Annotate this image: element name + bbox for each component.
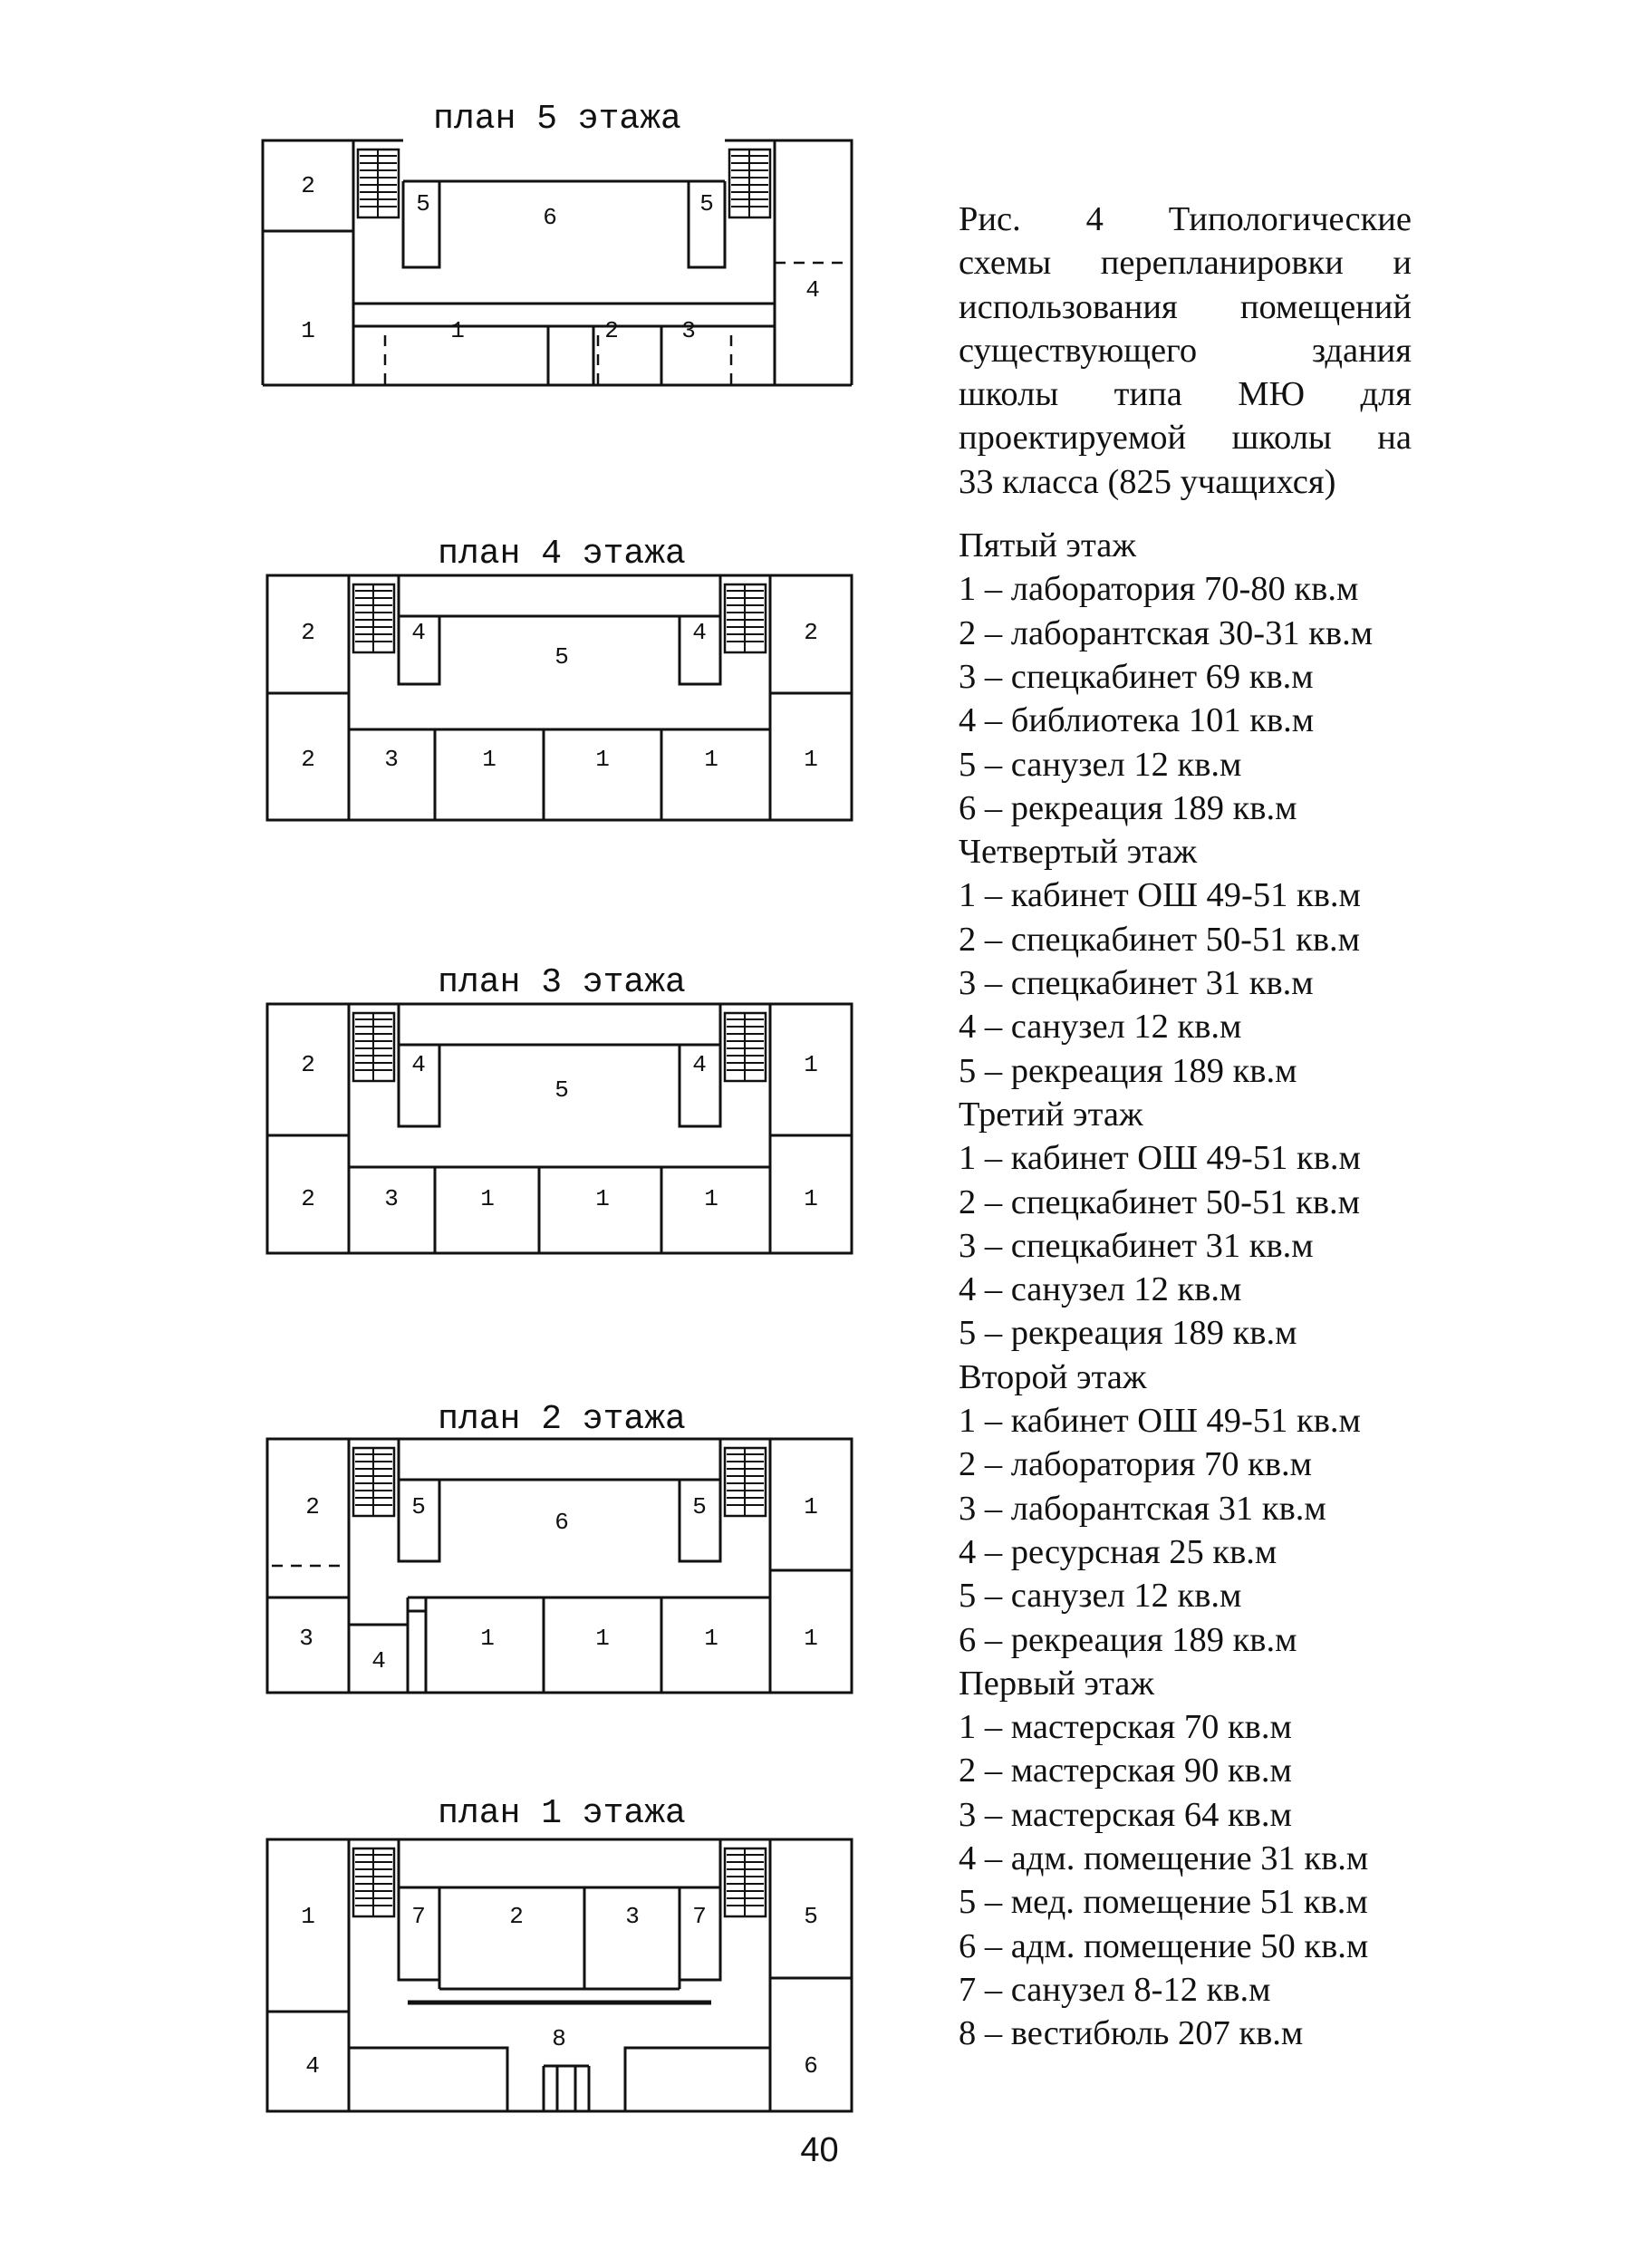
legend-item: 1 – мастерская 70 кв.м [959,1708,1292,1747]
room-label: 2 [301,171,315,199]
legend-heading: Четвертый этаж [959,833,1198,872]
room-label: 6 [554,1508,569,1536]
room-label: 5 [416,189,430,217]
page-number: 40 [800,2131,839,2169]
caption-line: проектируемой школы на [959,419,1412,458]
legend-floor-1 [959,1662,1412,2056]
legend-item: 3 – спецкабинет 31 кв.м [959,1226,1314,1265]
room-label: 1 [480,1184,495,1212]
room-label: 3 [384,745,399,773]
floor-plan-drawing [263,1434,870,1706]
legend-item: 1 – кабинет ОШ 49-51 кв.м [959,1139,1361,1178]
legend-item: 2 – спецкабинет 50-51 кв.м [959,1182,1360,1221]
legend-floor-2 [959,1356,1412,1662]
figure-caption [959,198,1412,504]
plan-title: план 2 этажа [438,1400,686,1439]
legend-item: 4 – санузел 12 кв.м [959,1008,1242,1047]
room-label: 5 [554,642,569,671]
floor-plan-drawing [258,136,865,435]
room-label: 1 [450,316,465,344]
caption-line: существующего здания [959,331,1412,370]
room-label: 1 [595,745,610,773]
room-label: 1 [301,316,315,344]
legend-item: 6 – рекреация 189 кв.м [959,1620,1297,1659]
legend-item: 3 – спецкабинет 69 кв.м [959,657,1314,696]
room-label: 6 [543,203,557,231]
room-label: 3 [299,1624,313,1652]
room-label: 1 [804,745,818,773]
caption-line: использования помещений [959,287,1412,326]
plan-title: план 3 этажа [438,963,686,1002]
room-label: 1 [804,1624,818,1652]
room-label: 1 [804,1184,818,1212]
room-label: 4 [805,275,820,304]
room-label: 4 [692,618,707,646]
plan-title: план 1 этажа [438,1794,686,1833]
room-label: 3 [384,1184,399,1212]
legend-item: 7 – санузел 8-12 кв.м [959,1970,1271,2009]
caption-line: школы типа МЮ для [959,375,1412,414]
room-label: 5 [692,1492,707,1520]
room-label: 4 [371,1646,386,1674]
legend-heading: Первый этаж [959,1664,1154,1703]
room-label: 2 [301,745,315,773]
legend-item: 2 – спецкабинет 50-51 кв.м [959,920,1360,959]
legend-floor-5 [959,524,1412,830]
legend-item: 4 – ресурсная 25 кв.м [959,1532,1277,1571]
legend-item: 1 – кабинет ОШ 49-51 кв.м [959,876,1361,915]
legend-item: 2 – лаборантская 30-31 кв.м [959,613,1374,652]
floor-plan-drawing [263,571,870,843]
legend-item: 4 – библиотека 101 кв.м [959,701,1315,740]
legend-item: 2 – лаборатория 70 кв.м [959,1445,1312,1484]
legend-item: 3 – лаборантская 31 кв.м [959,1489,1326,1528]
legend-item: 5 – санузел 12 кв.м [959,1577,1242,1616]
room-label: 6 [804,2051,818,2080]
caption-line: Рис. 4 Типологические [959,200,1412,238]
plan-title: план 5 этажа [433,100,681,139]
room-label: 1 [480,1624,495,1652]
legend-item: 3 – спецкабинет 31 кв.м [959,964,1314,1003]
room-label: 2 [804,618,818,646]
room-label: 2 [301,618,315,646]
room-label: 7 [411,1902,426,1930]
floor-plan-drawing [263,999,870,1271]
room-label: 1 [704,1624,718,1652]
legend-heading: Второй этаж [959,1357,1147,1396]
plan-title: план 4 этажа [438,535,686,574]
room-label: 1 [804,1492,818,1520]
room-label: 3 [625,1902,640,1930]
room-label: 4 [692,1050,707,1078]
legend-item: 2 – мастерская 90 кв.м [959,1752,1292,1790]
room-label: 4 [305,2051,320,2080]
room-label: 1 [804,1050,818,1078]
room-label: 3 [681,316,696,344]
room-label: 4 [411,1050,426,1078]
room-label: 2 [301,1184,315,1212]
legend-item: 8 – вестибюль 207 кв.м [959,2014,1304,2053]
floor-plan-drawing [263,1835,870,2143]
legend-floor-4 [959,830,1412,1093]
legend-heading: Третий этаж [959,1095,1143,1134]
legend-item: 3 – мастерская 64 кв.м [959,1795,1292,1834]
room-label: 5 [699,189,714,217]
room-label: 5 [554,1076,569,1104]
legend-item: 5 – рекреация 189 кв.м [959,1051,1297,1090]
caption-line: 33 класса (825 учащихся) [959,462,1336,501]
legend-item: 1 – лаборатория 70-80 кв.м [959,570,1359,609]
legend-item: 4 – адм. помещение 31 кв.м [959,1839,1369,1877]
legend-floor-3 [959,1093,1412,1356]
legend-item: 1 – кабинет ОШ 49-51 кв.м [959,1402,1361,1441]
legend-item: 4 – санузел 12 кв.м [959,1270,1242,1309]
room-label: 2 [509,1902,524,1930]
figure-caption-and-legend [959,198,1412,2055]
room-label: 1 [301,1902,315,1930]
legend-heading: Пятый этаж [959,526,1136,565]
legend-item: 5 – мед. помещение 51 кв.м [959,1883,1368,1922]
room-label: 2 [305,1492,320,1520]
room-label: 5 [411,1492,426,1520]
room-label: 1 [704,1184,718,1212]
room-label: 8 [552,2024,566,2052]
room-label: 4 [411,618,426,646]
room-label: 7 [692,1902,707,1930]
legend-item: 5 – санузел 12 кв.м [959,745,1242,784]
room-label: 1 [704,745,718,773]
caption-line: схемы перепланировки и [959,244,1412,283]
room-label: 5 [804,1902,818,1930]
legend-item: 6 – адм. помещение 50 кв.м [959,1926,1369,1965]
room-label: 2 [301,1050,315,1078]
legend-item: 6 – рекреация 189 кв.м [959,788,1297,827]
room-label: 2 [604,316,619,344]
room-label: 1 [482,745,497,773]
legend-item: 5 – рекреация 189 кв.м [959,1314,1297,1353]
room-label: 1 [595,1624,610,1652]
room-label: 1 [595,1184,610,1212]
